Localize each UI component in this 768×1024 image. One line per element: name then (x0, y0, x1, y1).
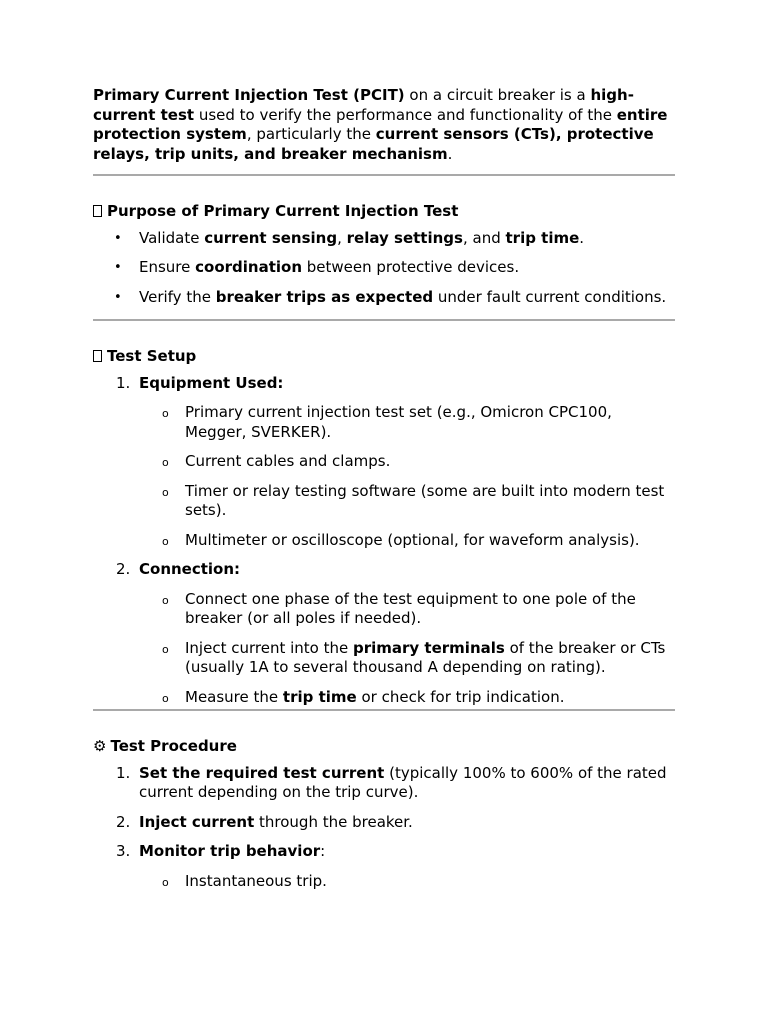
sub-list-item: o Primary current injection test set (e.g., Omicron CPC100, Megger, SVERKER). (139, 403, 675, 442)
gear-icon: ⚙ (93, 737, 107, 755)
bold-text: Inject current (139, 812, 255, 831)
intro-bold-components: current sensors (CTs), protective relays, trip units, and breaker mechanism (93, 125, 654, 163)
box-icon (93, 350, 102, 362)
bold-text: coordination (195, 258, 303, 276)
setup-heading (93, 347, 675, 367)
document-content (93, 86, 675, 901)
bold-text: Monitor trip behavior (139, 842, 321, 860)
text: Ensure (139, 258, 196, 276)
bold-text: relay settings (346, 228, 463, 247)
connection-label: Connection: (139, 560, 241, 578)
text: Verify the (139, 287, 216, 306)
list-number: 3. (116, 842, 131, 860)
list-number: 1. (116, 763, 131, 782)
bold-text: current sensing (204, 228, 338, 247)
sub-list-item: o Timer or relay testing software (some are built into modern test sets). (139, 482, 675, 521)
section-divider (93, 319, 675, 321)
setup-list (93, 374, 675, 708)
bold-text: Set the required test current (139, 763, 385, 782)
procedure-list (93, 764, 675, 892)
text: between protective devices. (302, 258, 520, 276)
purpose-heading-text: Purpose of Primary Current Injection Test (107, 202, 459, 220)
list-item (93, 560, 675, 707)
list-item (93, 813, 675, 833)
text: through the breaker. (254, 812, 413, 831)
connection-sublist (139, 590, 675, 708)
text: or check for trip indication. (356, 687, 565, 706)
equipment-label: Equipment Used: (139, 373, 284, 392)
list-item (93, 842, 675, 891)
intro-paragraph (93, 86, 675, 164)
trip-behavior-sublist (139, 872, 675, 892)
list-item (93, 229, 675, 249)
text: , (337, 228, 347, 247)
text: . (579, 228, 585, 247)
text: (typically 100% to 600% of the rated current depending on the trip curve). (139, 763, 667, 801)
purpose-heading (93, 202, 675, 222)
intro-bold-protection-system: entire protection system (93, 105, 668, 143)
section-divider (93, 709, 675, 711)
list-number: 2. (116, 812, 131, 831)
sub-list-item: o Instantaneous trip. (139, 872, 675, 892)
intro-text: . (447, 144, 453, 163)
bold-text: primary terminals (353, 638, 505, 657)
list-item (93, 258, 675, 278)
text: Measure the (185, 687, 283, 706)
equipment-sublist (139, 403, 675, 550)
text: Inject current into the (185, 638, 353, 657)
sub-list-item: o Multimeter or oscilloscope (optional, for waveform analysis). (139, 531, 675, 551)
text: : (320, 842, 326, 860)
intro-text: used to verify the performance and functionality of the (194, 105, 617, 124)
intro-bold-pcit: Primary Current Injection Test (PCIT) (93, 86, 405, 104)
text: , and (462, 228, 506, 247)
text: Validate (139, 228, 205, 247)
bold-text: trip time (505, 228, 580, 247)
intro-bold-high-current: high-current test (93, 86, 634, 124)
section-divider (93, 174, 675, 176)
bold-text: breaker trips as expected (215, 287, 434, 306)
list-number: 1. (116, 373, 131, 392)
list-item (93, 374, 675, 551)
sub-list-item: o Connect one phase of the test equipment to one pole of the breaker (or all poles if needed). (139, 590, 675, 629)
sub-list-item (139, 639, 675, 678)
text: under fault current conditions. (433, 287, 667, 306)
purpose-list (93, 229, 675, 308)
sub-list-item: o Current cables and clamps. (139, 452, 675, 472)
box-icon (93, 205, 102, 217)
bold-text: trip time (282, 687, 357, 706)
list-item (93, 288, 675, 308)
list-number: 2. (116, 560, 131, 578)
procedure-heading (93, 737, 675, 757)
procedure-heading-text: Test Procedure (110, 737, 237, 755)
text: of the breaker or CTs (usually 1A to several thousand A depending on rating). (185, 638, 666, 676)
setup-heading-text: Test Setup (107, 347, 197, 365)
intro-text: , particularly the (246, 125, 376, 143)
sub-list-item (139, 688, 675, 708)
intro-text: on a circuit breaker is a (404, 86, 591, 104)
list-item (93, 764, 675, 803)
